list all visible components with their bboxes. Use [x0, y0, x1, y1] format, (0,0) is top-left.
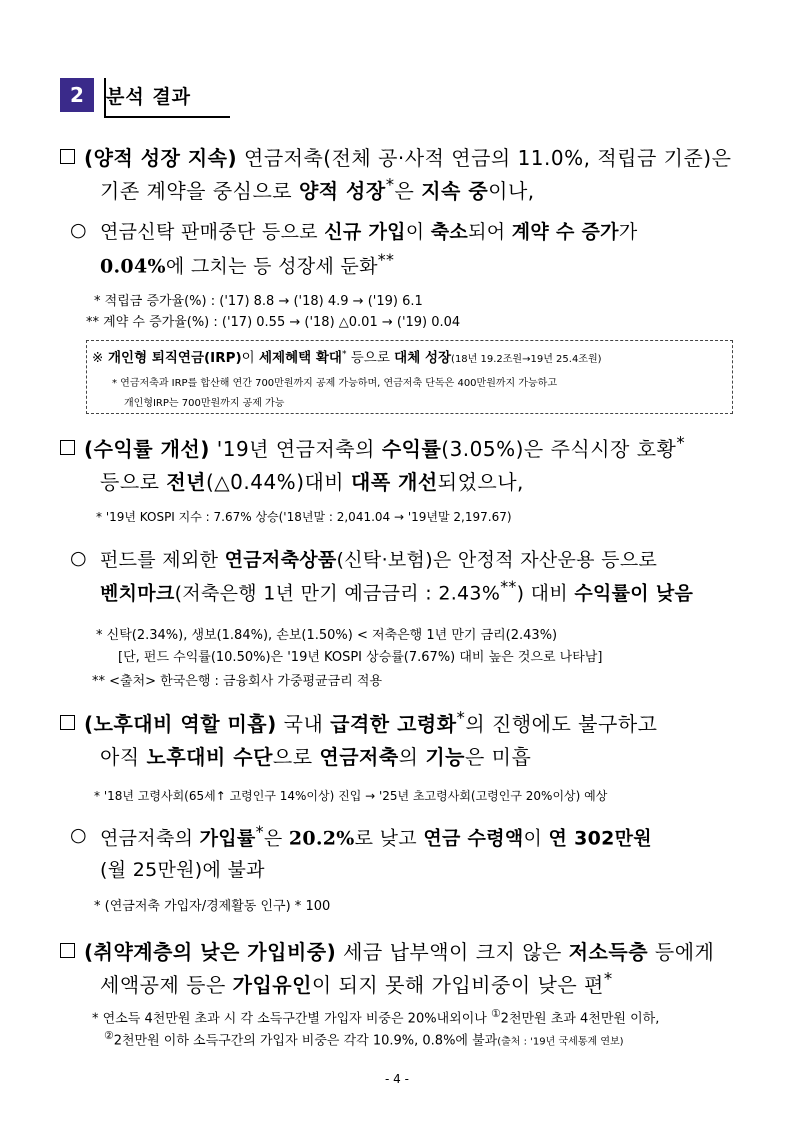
- text: 등에게: [648, 940, 715, 964]
- p2-sub-note2: [단, 펀드 수익률(10.50%)은 '19년 KOSPI 상승률(7.67%) 대비 높은 것으로 나타남]: [118, 650, 603, 665]
- footnote-mark: **: [377, 250, 395, 269]
- text: 로 낮고: [354, 827, 424, 850]
- p3-heading: (노후대비 역할 미흡): [84, 712, 277, 736]
- text-bold: 20.2%: [288, 827, 355, 850]
- p3-note: * '18년 고령사회(65세↑ 고령인구 14%이상) 진입 → '25년 초고령사회(고령인구 20%이상) 예상: [94, 789, 608, 803]
- text-bold: 수익률이 낮음: [574, 582, 694, 605]
- checkbox-square-icon: [60, 149, 75, 164]
- text-bold: 수익률: [381, 437, 442, 461]
- text: 2천만원 초과 4천만원 이하,: [500, 1011, 660, 1027]
- text: 되어: [468, 221, 512, 243]
- text: 이나,: [488, 179, 535, 203]
- circled-number-icon: ②: [104, 1029, 114, 1042]
- text-bold: 대체 성장: [394, 350, 452, 366]
- text: (저축은행 1년 만기 예금금리 : 2.43%: [174, 582, 501, 605]
- text: 되었으나,: [437, 470, 524, 494]
- text: 이: [241, 350, 259, 366]
- text: (△0.44%)대비: [205, 470, 351, 494]
- text-bold: 연금저축: [319, 745, 399, 769]
- text: 이 되지 못해 가입비중이 낮은 편: [311, 973, 604, 997]
- section-title: 분석 결과: [106, 86, 192, 108]
- text: 등으로: [100, 470, 167, 494]
- p1-note2: ** 계약 수 증가율(%) : ('17) 0.55 → ('18) △0.01 → ('19) 0.04: [86, 315, 461, 330]
- section-number: 2: [60, 78, 94, 112]
- text: 이: [523, 827, 549, 850]
- text-bold: 노후대비 수단: [146, 745, 273, 769]
- p3-sub-note: * (연금저축 가입자/경제활동 인구) * 100: [94, 899, 331, 914]
- footnote-mark: **: [500, 577, 517, 596]
- text: 기존 계약을 중심으로: [100, 179, 299, 203]
- text: 가: [618, 221, 638, 243]
- text: 이: [405, 221, 431, 243]
- text: 의 진행에도 불구하고: [465, 712, 658, 736]
- text: 연금저축의: [100, 827, 200, 850]
- text-bold: 세제혜택 확대: [259, 350, 342, 366]
- p3-sub-line2: (월 25만원)에 불과: [100, 859, 265, 881]
- p3-sub-bullet: ○: [70, 824, 87, 846]
- text: 펀드를 제외한: [100, 549, 225, 571]
- text: 세액공제 등은: [100, 973, 233, 997]
- p3-sub-line1: [100, 822, 652, 850]
- footnote-mark: *: [255, 822, 264, 841]
- text: * 연소득 4천만원 초과 시 각 소득구간별 가입자 비중은 20%내외이나: [92, 1011, 491, 1027]
- footnote-mark: *: [385, 175, 395, 195]
- circled-number-icon: ①: [490, 1007, 501, 1020]
- footnote-mark: *: [676, 433, 686, 453]
- text-bold: 연금 수령액: [423, 827, 524, 850]
- text: (18년 19.2조원→19년 25.4조원): [451, 354, 602, 365]
- text-bold: 0.04%: [100, 255, 166, 278]
- text-bold: 급격한 고령화: [330, 712, 457, 736]
- text-bold: 양적 성장: [298, 179, 386, 203]
- p1-sub-line1: [100, 217, 637, 244]
- p2-sub-bullet: ○: [70, 547, 87, 569]
- text: 의: [398, 745, 426, 769]
- p1-sub-bullet: ○: [70, 219, 87, 241]
- p1-sub-line2: [100, 250, 394, 278]
- text: 은: [263, 827, 289, 850]
- text-bold: 축소: [430, 221, 469, 243]
- p4-line1: [84, 936, 714, 965]
- text-bold: 저소득층: [568, 940, 649, 964]
- text-bold: 가입률: [199, 827, 256, 850]
- p2-sub-line2: [100, 577, 693, 605]
- text: 연금신탁 판매중단 등으로: [100, 221, 325, 243]
- text-bold: 지속 중: [421, 179, 489, 203]
- text: (출처 : '19년 국세통계 연보): [497, 1036, 624, 1048]
- info-box-line1: [92, 346, 602, 366]
- text-bold: 전년: [166, 470, 206, 494]
- text-bold: 벤치마크: [100, 582, 175, 605]
- p2-note: * '19년 KOSPI 지수 : 7.67% 상승('18년말 : 2,041.04 → '19년말 2,197.67): [96, 510, 512, 524]
- p2-sub-line1: [100, 545, 657, 572]
- p3-line2: [100, 741, 531, 770]
- text: (3.05%)은 주식시장 호황: [441, 437, 677, 461]
- checkbox-square-icon: [60, 715, 75, 730]
- p4-note2: [104, 1029, 624, 1048]
- text-bold: 계약 수 증가: [511, 221, 619, 243]
- text: 등으로: [346, 350, 395, 366]
- p2-heading: (수익률 개선): [84, 437, 210, 461]
- text: ) 대비: [516, 582, 575, 605]
- reference-mark-icon: ※: [92, 350, 104, 366]
- section-underline: [104, 116, 230, 118]
- text-bold: 연 302만원: [548, 827, 652, 850]
- text: 으로: [272, 745, 320, 769]
- p1-line2: [100, 175, 535, 204]
- info-box-note1: * 연금저축과 IRP를 합산해 연간 700만원까지 공제 가능하며, 연금저축 단독은 400만원까지 가능하고: [112, 378, 558, 389]
- info-box-note2: 개인형IRP는 700만원까지 공제 가능: [124, 398, 285, 409]
- text: 국내: [276, 712, 331, 736]
- p3-line1: [84, 708, 657, 737]
- text: 에 그치는 등 성장세 둔화: [165, 255, 378, 278]
- text-bold: 연금저축상품: [224, 549, 337, 571]
- text-bold: 대폭 개선: [351, 470, 438, 494]
- text: '19년 연금저축의: [209, 437, 382, 461]
- footnote-mark: *: [341, 349, 347, 360]
- checkbox-square-icon: [60, 943, 75, 958]
- checkbox-square-icon: [60, 440, 75, 455]
- text: 은: [394, 179, 422, 203]
- text: (신탁·보험)은 안정적 자산운용 등으로: [336, 549, 658, 571]
- page-number: - 4 -: [385, 1072, 409, 1086]
- text-bold: 개인형 퇴직연금(IRP): [103, 350, 242, 366]
- text-bold: 신규 가입: [324, 221, 406, 243]
- text-bold: 기능: [425, 745, 465, 769]
- text-bold: 가입유인: [232, 973, 312, 997]
- text: 세금 납부액이 크지 않은: [336, 940, 569, 964]
- text: 2천만원 이하 소득구간의 가입자 비중은 각각 10.9%, 0.8%에 불과: [113, 1033, 498, 1049]
- text: 아직: [100, 745, 147, 769]
- p2-sub-note1: * 신탁(2.34%), 생보(1.84%), 손보(1.50%) < 저축은행 1년 만기 금리(2.43%): [96, 628, 558, 643]
- p1-line1: [84, 142, 731, 171]
- footnote-mark: *: [603, 969, 613, 989]
- p1-line1-text: 연금저축(전체 공·사적 연금의 11.0%, 적립금 기준)은: [237, 146, 732, 170]
- p2-line2: [100, 466, 524, 495]
- p2-line1: [84, 433, 685, 462]
- text: 은 미흡: [465, 745, 532, 769]
- p4-note1: [92, 1007, 659, 1026]
- p4-line2: [100, 969, 613, 998]
- p1-note1: * 적립금 증가율(%) : ('17) 8.8 → ('18) 4.9 → ('19) 6.1: [94, 294, 423, 309]
- p1-heading: (양적 성장 지속): [84, 146, 238, 170]
- p4-heading: (취약계층의 낮은 가입비중): [84, 940, 337, 964]
- footnote-mark: *: [456, 708, 466, 728]
- p2-sub-note3: ** <출처> 한국은행 : 금융회사 가중평균금리 적용: [92, 674, 383, 689]
